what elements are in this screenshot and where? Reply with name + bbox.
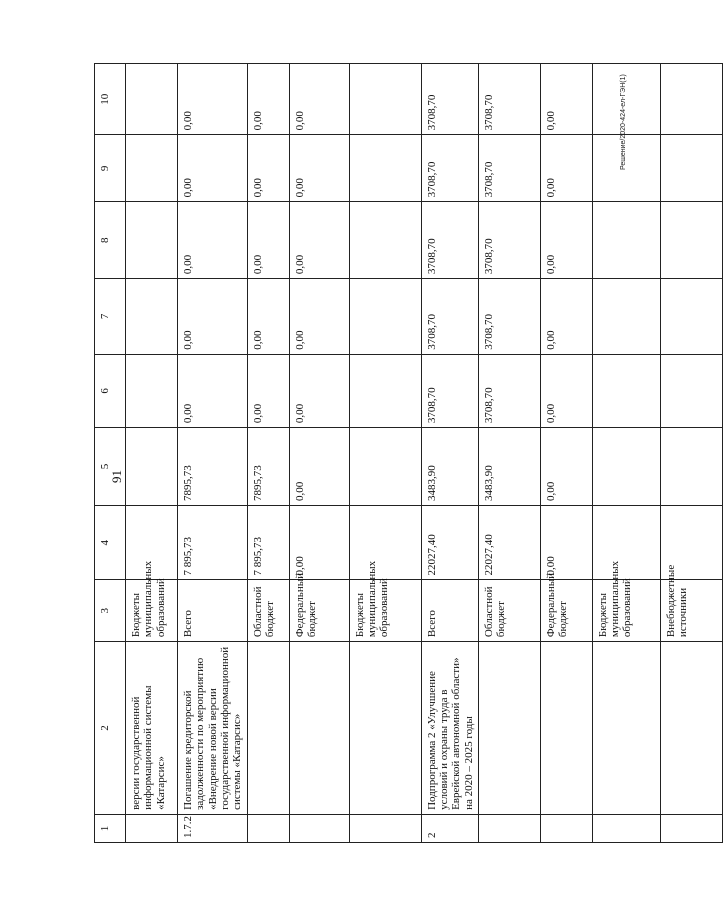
column-header: 8	[95, 202, 126, 279]
column-header: 6	[95, 354, 126, 427]
table-row	[126, 64, 178, 843]
table-cell: 7895,73	[178, 428, 248, 506]
table-cell	[349, 428, 421, 506]
table-cell	[660, 64, 722, 135]
table-cell	[478, 642, 540, 815]
table-cell	[478, 814, 540, 842]
table-cell: 0,00	[178, 202, 248, 279]
table-row	[592, 64, 660, 843]
table-cell	[349, 202, 421, 279]
table-cell: 0,00	[540, 279, 592, 355]
document-reference-code: Решение/2020-424-ел-ГЭН(1)	[620, 74, 627, 170]
table-cell: 7895,73	[247, 428, 289, 506]
table-cell: 3483,90	[478, 428, 540, 506]
table-cell	[349, 505, 421, 580]
table-cell	[126, 279, 178, 355]
table-cell: Погашение кредиторской задолженности по мероприятию «Внедрение новой версии государственной информационной системы «Катарсис»	[178, 642, 248, 815]
table-cell: 0,00	[178, 279, 248, 355]
table-cell	[660, 279, 722, 355]
table-cell: 0,00	[540, 428, 592, 506]
table-cell	[349, 279, 421, 355]
table-cell	[247, 814, 289, 842]
table-cell	[126, 64, 178, 135]
table-cell	[660, 202, 722, 279]
table-cell: 3708,70	[478, 202, 540, 279]
table-cell	[349, 64, 421, 135]
table-cell: 0,00	[247, 202, 289, 279]
table-cell	[592, 814, 660, 842]
table-cell: 3708,70	[478, 64, 540, 135]
table-cell: 0,00	[289, 354, 349, 427]
table-cell: 7 895,73	[178, 505, 248, 580]
table-cell: 3708,70	[478, 135, 540, 202]
table-row	[289, 64, 349, 843]
table-cell	[540, 814, 592, 842]
table-row	[178, 64, 248, 843]
table-cell	[126, 428, 178, 506]
table-cell	[126, 354, 178, 427]
column-header: 7	[95, 279, 126, 355]
table-cell: 3708,70	[421, 202, 478, 279]
table-cell: Федеральный бюджет	[289, 580, 349, 642]
budget-table	[94, 63, 723, 843]
table-cell: 0,00	[247, 354, 289, 427]
table-cell	[592, 354, 660, 427]
table-cell	[660, 642, 722, 815]
table-cell: 0,00	[289, 135, 349, 202]
table-cell: 3708,70	[421, 135, 478, 202]
table-cell: 22027,40	[478, 505, 540, 580]
table-cell	[592, 642, 660, 815]
table-cell: 0,00	[178, 135, 248, 202]
column-header: 4	[95, 505, 126, 580]
table-cell	[126, 135, 178, 202]
table-cell	[247, 642, 289, 815]
table-cell	[592, 505, 660, 580]
table-cell: Областной бюджет	[247, 580, 289, 642]
table-row	[247, 64, 289, 843]
table-cell: Бюджеты муниципальных образований	[349, 580, 421, 642]
table-cell	[592, 202, 660, 279]
table-cell: 0,00	[540, 64, 592, 135]
table-cell: 0,00	[178, 354, 248, 427]
table-cell: 0,00	[289, 64, 349, 135]
table-cell: Федеральный бюджет	[540, 580, 592, 642]
table-cell	[660, 428, 722, 506]
table-cell: 7 895,73	[247, 505, 289, 580]
column-header: 10	[95, 64, 126, 135]
table-cell: Подпрограмма 2 «Улучшение условий и охраны труда в Еврейской автономной области» на 2020 – 2025 годы	[421, 642, 478, 815]
table-cell	[289, 814, 349, 842]
table-cell: Бюджеты муниципальных образований	[126, 580, 178, 642]
table-cell: 3708,70	[421, 64, 478, 135]
page-number: 91	[109, 470, 124, 483]
table-row	[421, 64, 478, 843]
table-row	[478, 64, 540, 843]
table-cell: 0,00	[540, 505, 592, 580]
table-cell	[592, 279, 660, 355]
column-header: 9	[95, 135, 126, 202]
table-row	[540, 64, 592, 843]
table-cell	[660, 354, 722, 427]
table-header-row	[95, 64, 126, 843]
table-cell	[126, 814, 178, 842]
table-cell: 1.7.2	[178, 814, 248, 842]
table-cell	[592, 428, 660, 506]
table-cell: 0,00	[540, 202, 592, 279]
table-cell	[126, 202, 178, 279]
column-header: 3	[95, 580, 126, 642]
table-cell: 0,00	[289, 202, 349, 279]
table-cell: 0,00	[289, 505, 349, 580]
table-cell: 0,00	[540, 135, 592, 202]
table-cell: версии государственной информационной системы «Катарсис»	[126, 642, 178, 815]
column-header: 1	[95, 814, 126, 842]
table-cell	[349, 642, 421, 815]
column-header: 2	[95, 642, 126, 815]
table-cell	[349, 135, 421, 202]
table-cell	[289, 642, 349, 815]
table-cell: 3483,90	[421, 428, 478, 506]
table-row	[660, 64, 722, 843]
table-cell: 3708,70	[478, 354, 540, 427]
table-cell	[660, 135, 722, 202]
table-cell: 0,00	[247, 135, 289, 202]
table-cell: 0,00	[247, 279, 289, 355]
table-cell: 0,00	[289, 428, 349, 506]
table-cell: 0,00	[178, 64, 248, 135]
table-row	[349, 64, 421, 843]
column-header: 5	[95, 428, 126, 506]
table-cell	[349, 354, 421, 427]
table-cell: 3708,70	[478, 279, 540, 355]
table-cell: Всего	[421, 580, 478, 642]
table-cell	[660, 814, 722, 842]
table-cell: 0,00	[289, 279, 349, 355]
table-cell: 0,00	[540, 354, 592, 427]
table-cell	[349, 814, 421, 842]
table-cell: Всего	[178, 580, 248, 642]
table-cell: 0,00	[247, 64, 289, 135]
table-cell	[540, 642, 592, 815]
table-cell: 3708,70	[421, 279, 478, 355]
table-cell: 2	[421, 814, 478, 842]
table-cell: 3708,70	[421, 354, 478, 427]
table-cell: Областной бюджет	[478, 580, 540, 642]
table-cell: Внебюджетные источники	[660, 580, 722, 642]
table-cell: Бюджеты муниципальных образований	[592, 580, 660, 642]
table-cell: 22027,40	[421, 505, 478, 580]
